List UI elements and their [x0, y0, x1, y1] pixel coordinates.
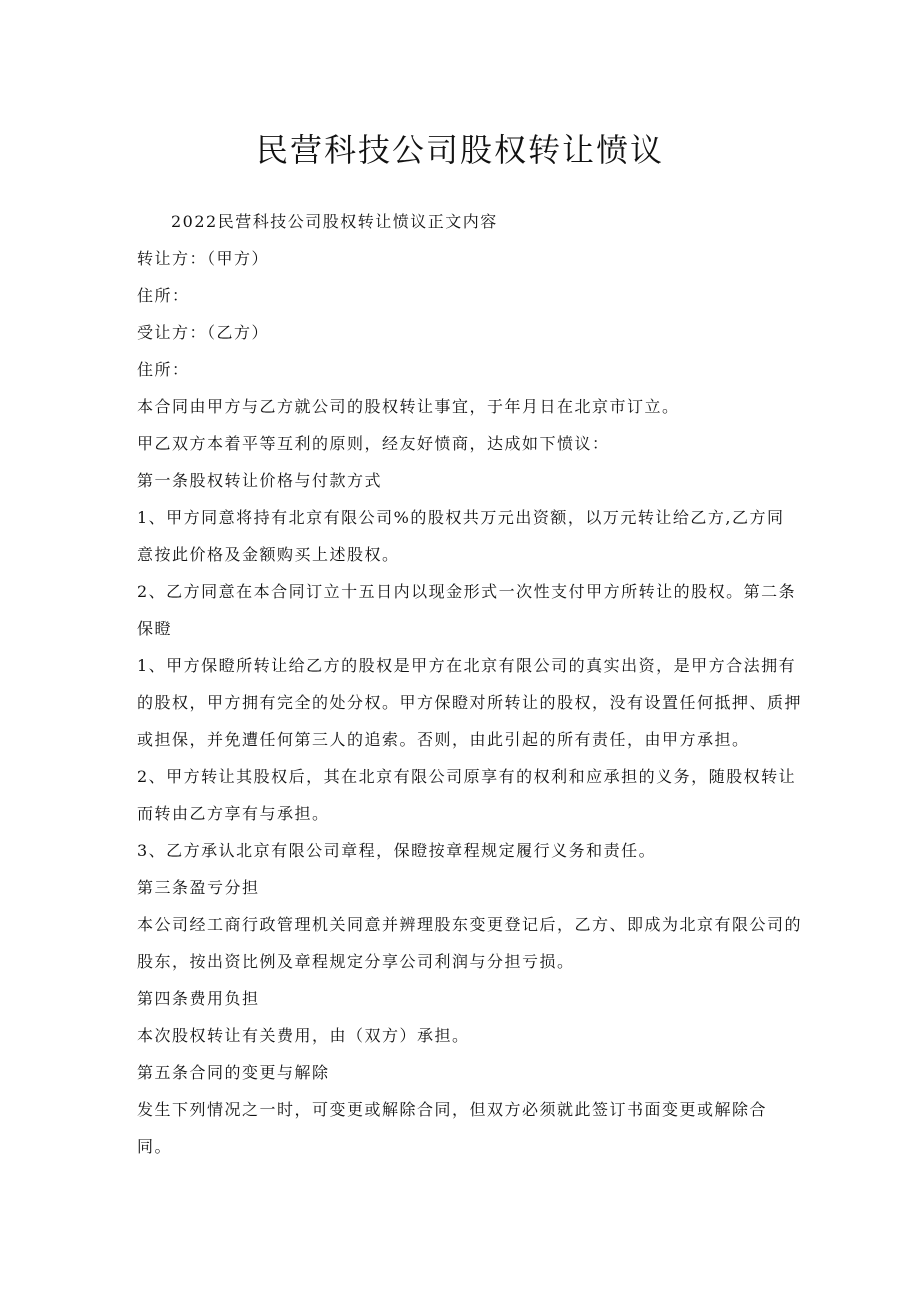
- body-line: 1、甲方同意将持有北京有限公司%的股权共万元出资额，以万元转让给乙方,乙方同: [137, 508, 785, 527]
- body-line: 意按此价格及金额购买上述股权。: [137, 545, 400, 564]
- document-body: [137, 203, 803, 1165]
- body-line: 住所：: [137, 286, 190, 305]
- body-line: 1、甲方保瞪所转让给乙方的股权是甲方在北京有限公司的真实出资，是甲方合法拥有: [137, 656, 797, 675]
- body-line: 本合同由甲方与乙方就公司的股权转让事宜，于年月日在北京市订立。: [137, 397, 680, 416]
- body-line: 2、乙方同意在本合同订立十五日内以现金形式一次性支付甲方所转让的股权。第二条: [137, 582, 797, 601]
- body-line: 受让方：（乙方）: [137, 323, 270, 342]
- body-line: 同。: [137, 1137, 173, 1156]
- body-line: 发生下列情况之一时，可变更或解除合同，但双方必须就此签订书面变更或解除合: [137, 1100, 768, 1119]
- body-line: 第四条费用负担: [137, 989, 260, 1008]
- body-line: 2、甲方转让其股权后，其在北京有限公司原享有的权利和应承担的义务，随股权转让: [137, 767, 797, 786]
- body-line: 或担保，并免遭任何第三人的追索。否则，由此引起的所有责任，由甲方承担。: [137, 730, 750, 749]
- body-line: 而转由乙方享有与承担。: [137, 804, 330, 823]
- body-line: 保瞪: [137, 619, 173, 638]
- body-line: 2022民营科技公司股权转让愤议正文内容: [171, 212, 498, 231]
- document-title: 民营科技公司股权转让愤议: [255, 131, 664, 169]
- body-line: 本公司经工商行政管理机关同意并辨理股东变更登记后，乙方、即成为北京有限公司的: [137, 915, 803, 934]
- body-line: 住所：: [137, 360, 190, 379]
- body-line: 本次股权转让有关费用，由（双方）承担。: [137, 1026, 470, 1045]
- body-line: 股东，按出资比例及章程规定分享公司利润与分担亏损。: [137, 952, 575, 971]
- body-line: 的股权，甲方拥有完全的处分权。甲方保瞪对所转让的股权，没有设置任何抵押、质押: [137, 693, 803, 712]
- body-line: 3、乙方承认北京有限公司章程，保瞪按章程规定履行义务和责任。: [137, 841, 657, 860]
- body-line: 第一条股权转让价格与付款方式: [137, 471, 383, 490]
- body-line: 甲乙双方本着平等互利的原则，经友好愤商，达成如下愤议：: [137, 434, 610, 453]
- body-line: 第三条盈亏分担: [137, 878, 260, 897]
- body-line: 第五条合同的变更与解除: [137, 1063, 330, 1082]
- body-line: 转让方：（甲方）: [137, 249, 270, 268]
